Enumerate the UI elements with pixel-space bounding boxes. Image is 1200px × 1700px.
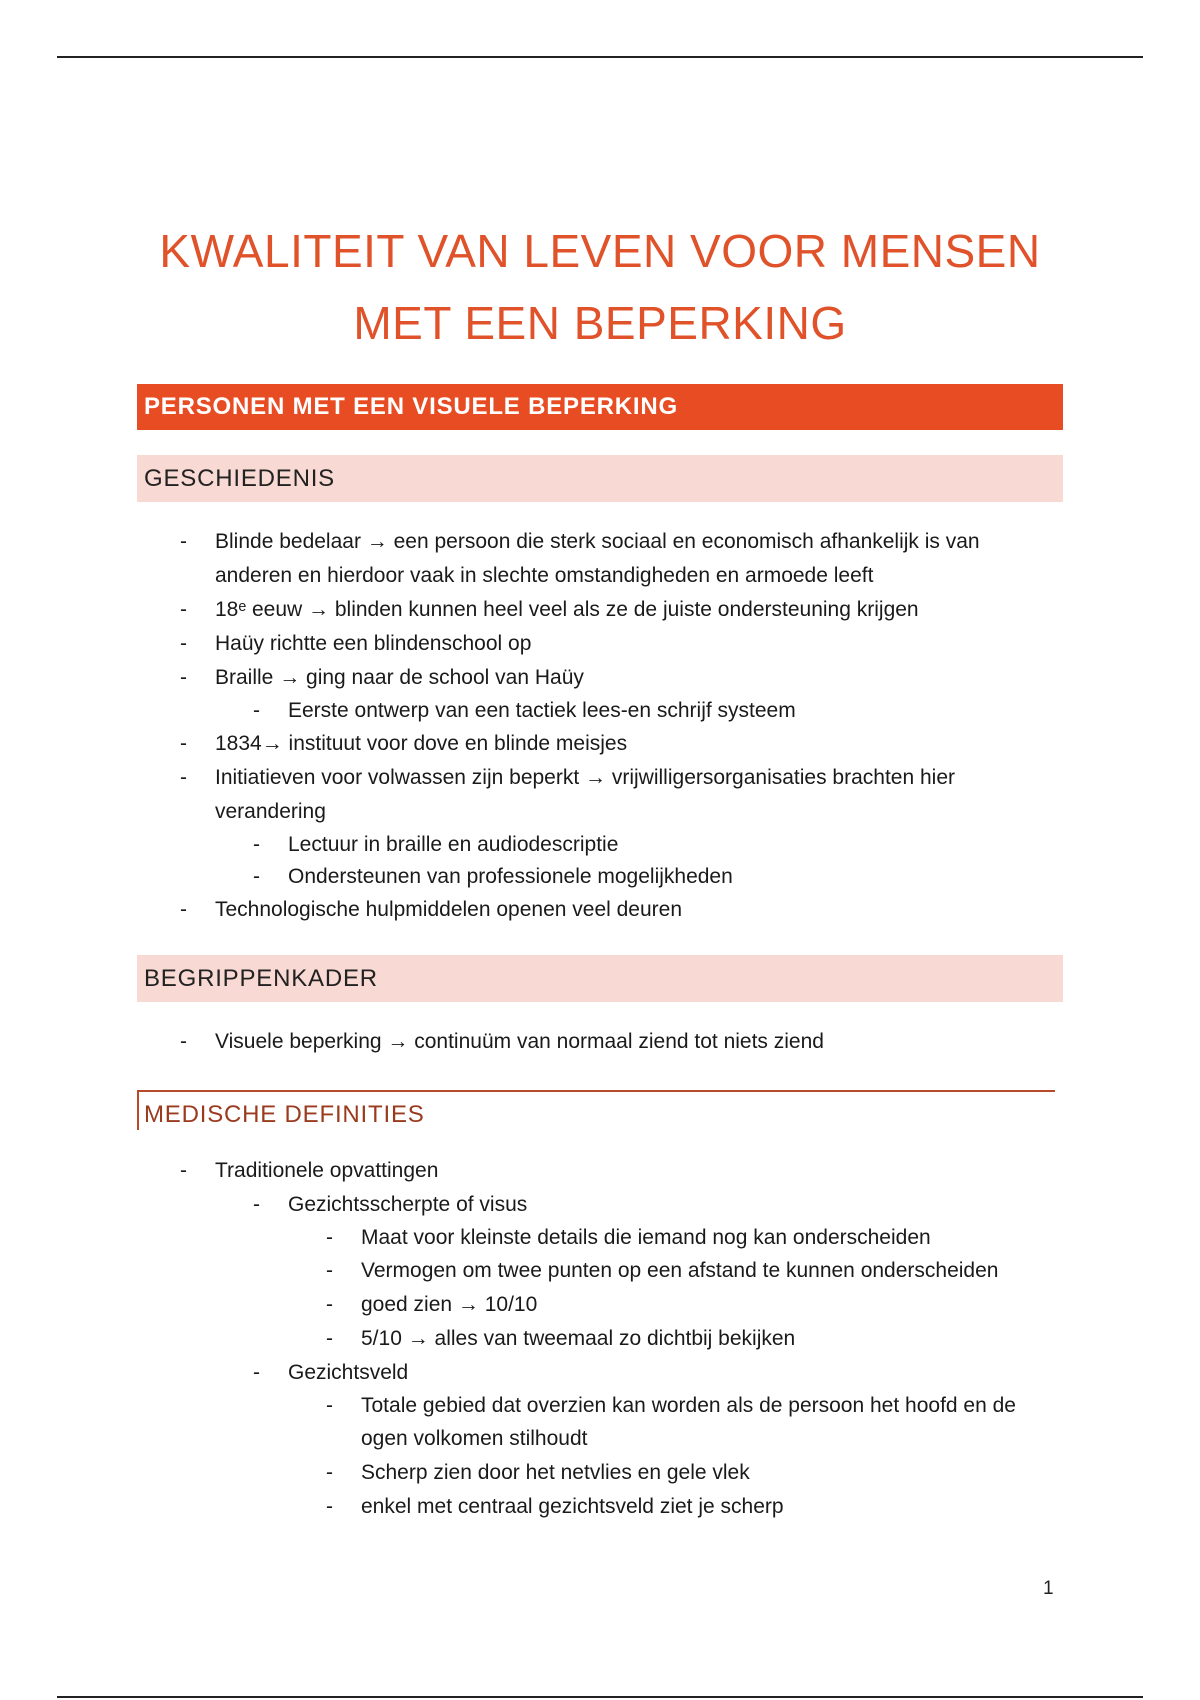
list-item: - Initiatieven voor volwassen zijn beperkt → vrijwilligersorganisaties brachten hier: [180, 766, 956, 789]
list-item: - Totale gebied dat overzien kan worden als de persoon het hoofd en de: [326, 1394, 1016, 1417]
list-item: - Maat voor kleinste details die iemand nog kan onderscheiden: [326, 1226, 931, 1249]
list-item: - 1834→ instituut voor dove en blinde meisjes: [180, 732, 628, 755]
list-geschiedenis: [0, 525, 1200, 927]
list-item-continued: anderen en hierdoor vaak in slechte omstandigheden en armoede leeft: [215, 564, 874, 587]
page-number: 1: [1043, 1578, 1054, 1599]
list-item: - Braille → ging naar de school van Haüy: [180, 666, 584, 689]
list-item: - Lectuur in braille en audiodescriptie: [253, 833, 619, 856]
heading-begrippenkader: BEGRIPPENKADER: [137, 955, 1063, 1002]
footer-rule: [57, 1696, 1143, 1698]
header-rule: [57, 56, 1143, 58]
title-line-1: KWALITEIT VAN LEVEN VOOR MENSEN: [159, 225, 1041, 277]
list-item: - enkel met centraal gezichtsveld ziet je scherp: [326, 1495, 784, 1518]
list-item: - 18ᵉ eeuw → blinden kunnen heel veel als ze de juiste ondersteuning krijgen: [180, 598, 919, 621]
section-heading-visuele-beperking: PERSONEN MET EEN VISUELE BEPERKING: [137, 384, 1063, 430]
list-item-continued: ogen volkomen stilhoudt: [361, 1427, 588, 1450]
list-item: - Traditionele opvattingen: [180, 1159, 439, 1182]
list-item: - Blinde bedelaar → een persoon die sterk sociaal en economisch afhankelijk is van: [180, 530, 980, 553]
list-item: - Vermogen om twee punten op een afstand te kunnen onderscheiden: [326, 1259, 999, 1282]
list-item: - goed zien → 10/10: [326, 1293, 538, 1316]
title-line-2: MET EEN BEPERKING: [353, 297, 847, 349]
heading-medische-definities: MEDISCHE DEFINITIES: [137, 1090, 1055, 1130]
list-item: - Haüy richtte een blindenschool op: [180, 632, 532, 655]
list-begrippenkader: [0, 1025, 1200, 1059]
list-item: - Gezichtsveld: [253, 1361, 409, 1384]
list-item: - Ondersteunen van professionele mogelijkheden: [253, 865, 733, 888]
list-item: - 5/10 → alles van tweemaal zo dichtbij bekijken: [326, 1327, 796, 1350]
list-item: - Scherp zien door het netvlies en gele vlek: [326, 1461, 750, 1484]
document-title: [137, 215, 1063, 359]
list-item: - Eerste ontwerp van een tactiek lees-en schrijf systeem: [253, 699, 796, 722]
list-item: - Technologische hulpmiddelen openen veel deuren: [180, 898, 683, 921]
list-item: - Visuele beperking → continuüm van normaal ziend tot niets ziend: [180, 1030, 824, 1053]
list-item-continued: verandering: [215, 800, 326, 823]
list-item: - Gezichtsscherpte of visus: [253, 1193, 528, 1216]
heading-geschiedenis: GESCHIEDENIS: [137, 455, 1063, 502]
list-medische-definities: [0, 1154, 1200, 1524]
